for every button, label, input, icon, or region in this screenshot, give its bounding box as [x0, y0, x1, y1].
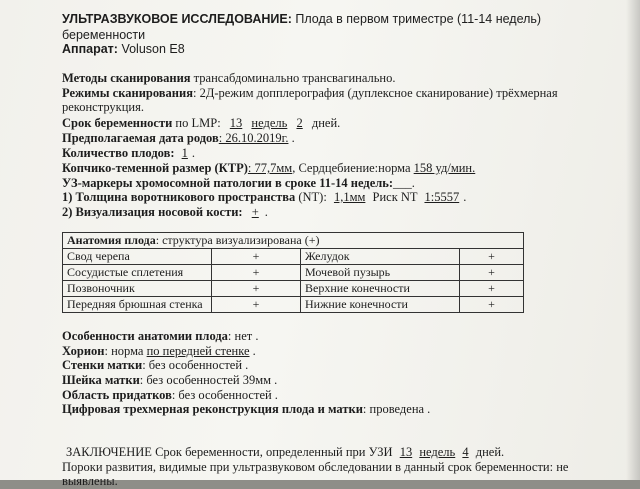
term-weeks: 13	[229, 116, 243, 130]
methods-line	[62, 71, 395, 86]
organ-cell: Позвоночник	[63, 281, 212, 297]
cervix-value: : без особенностей 39мм .	[139, 373, 278, 387]
nasal-label: 2) Визуализация носовой кости:	[62, 205, 243, 219]
anatomy-table	[62, 232, 524, 313]
term-line	[62, 116, 340, 131]
anatomy-title-row	[63, 233, 524, 249]
count-line	[62, 146, 195, 161]
features-value: : нет .	[227, 329, 259, 343]
report-title-line2: беременности	[62, 28, 146, 42]
ktr-heart-value: 158 уд/мин.	[413, 161, 476, 175]
conclusion-weeks: 13	[399, 445, 413, 459]
organ-status-cell: +	[212, 249, 301, 265]
organ-cell: Мочевой пузырь	[301, 265, 460, 281]
organ-status-cell: +	[460, 297, 524, 313]
chorion-pre: : норма	[104, 344, 144, 358]
nt-line: 1) Толщина воротникового пространства (NT): 1,1мм Риск NT 1:5557 .	[62, 190, 467, 204]
count-value: 1	[181, 146, 188, 160]
conclusion-weeks-unit: недель	[419, 445, 456, 459]
organ-status-cell: +	[460, 249, 524, 265]
ktr-label: Копчико-теменной размер (КТР)	[62, 161, 248, 175]
organ-cell: Верхние конечности	[301, 281, 460, 297]
nasal-value: +	[251, 205, 259, 219]
recon-value: : проведена .	[362, 402, 431, 416]
modes-line2: реконструкция.	[62, 100, 145, 114]
ktr-line	[62, 161, 475, 176]
page-edge-shadow	[626, 0, 640, 480]
nt-value: 1,1мм	[333, 190, 366, 204]
cervix-label: Шейка матки	[62, 373, 140, 387]
modes-value: : 2Д-режим допплерография (дуплексное сканирование) трёхмерная	[192, 86, 558, 100]
nt-mid: (NT):	[298, 190, 327, 204]
adnexa-line	[62, 388, 278, 403]
term-weeks-unit: недель	[251, 116, 288, 130]
chorion-line	[62, 344, 256, 359]
ktr-value: : 77,7мм	[247, 161, 293, 175]
markers-label: УЗ-маркеры хромосомной патологии в сроке 11-14 недель:	[62, 176, 394, 190]
device-label: Аппарат:	[62, 42, 118, 56]
term-label: Срок беременности	[62, 116, 173, 130]
uterus-walls-label: Стенки матки	[62, 358, 143, 372]
methods-label: Методы сканирования	[62, 71, 191, 85]
uterus-walls-line	[62, 358, 248, 373]
adnexa-label: Область придатков	[62, 388, 172, 402]
nt-risk-value: 1:5557	[424, 190, 460, 204]
organ-cell: Нижние конечности	[301, 297, 460, 313]
conclusion-text: Срок беременности, определенный при УЗИ	[155, 445, 393, 459]
device-line	[62, 42, 185, 56]
organ-status-cell: +	[460, 265, 524, 281]
device-value: Voluson E8	[121, 42, 185, 56]
count-tail: .	[191, 146, 195, 160]
features-line	[62, 329, 258, 344]
organ-cell: Желудок	[301, 249, 460, 265]
anatomy-title-cell	[63, 233, 524, 249]
recon-line	[62, 402, 430, 417]
adnexa-value: : без особенностей .	[171, 388, 278, 402]
nt-risk-label: Риск NT	[372, 190, 418, 204]
chorion-label: Хорион	[62, 344, 105, 358]
organ-cell: Сосудистые сплетения	[63, 265, 212, 281]
count-label: Количество плодов:	[62, 146, 175, 160]
term-days-unit: дней.	[311, 116, 341, 130]
organ-status-cell: +	[212, 265, 301, 281]
organ-status-cell: +	[212, 297, 301, 313]
report-title-bold: УЛЬТРАЗВУКОВОЕ ИССЛЕДОВАНИЕ:	[62, 12, 292, 26]
conclusion-days: 4	[462, 445, 469, 459]
defects-line2: выявлены.	[62, 474, 118, 488]
modes-line	[62, 86, 558, 101]
nasal-line: 2) Визуализация носовой кости: + .	[62, 205, 268, 219]
conclusion-label: ЗАКЛЮЧЕНИЕ	[66, 445, 152, 459]
cervix-line	[62, 373, 277, 388]
term-days: 2	[296, 116, 303, 130]
table-row	[63, 249, 524, 265]
anatomy-title-bold: Анатомия плода	[67, 233, 156, 247]
table-row	[63, 297, 524, 313]
table-row	[63, 265, 524, 281]
markers-blank: ___.	[393, 176, 415, 190]
report-title	[62, 12, 541, 26]
due-label: Предполагаемая дата родов	[62, 131, 219, 145]
conclusion-days-unit: дней.	[475, 445, 505, 459]
organ-status-cell: +	[460, 281, 524, 297]
chorion-tail: .	[252, 344, 256, 358]
ktr-heart-label: , Сердцебиение:норма	[292, 161, 411, 175]
due-line: Предполагаемая дата родов: 26.10.2019г. .	[62, 131, 295, 145]
table-row	[63, 281, 524, 297]
anatomy-title-rest: : структура визуализирована (+)	[155, 233, 320, 247]
methods-value: трансабдоминально трансвагинально.	[193, 71, 396, 85]
nt-label: 1) Толщина воротникового пространства	[62, 190, 296, 204]
chorion-value: по передней стенке	[146, 344, 250, 358]
markers-line	[62, 176, 415, 191]
defects-line: Пороки развития, видимые при ультразвуковом обследовании в данный срок беременности: не	[62, 460, 569, 474]
organ-cell: Передняя брюшная стенка	[63, 297, 212, 313]
features-label: Особенности анатомии плода	[62, 329, 228, 343]
organ-status-cell: +	[212, 281, 301, 297]
recon-label: Цифровая трехмерная реконструкция плода и матки	[62, 402, 363, 416]
uterus-walls-value: : без особенностей .	[142, 358, 249, 372]
modes-label: Режимы сканирования	[62, 86, 193, 100]
report-title-rest: Плода в первом триместре (11-14 недель)	[295, 12, 542, 26]
organ-cell: Свод черепа	[63, 249, 212, 265]
due-value: : 26.10.2019г.	[218, 131, 289, 145]
conclusion-line	[66, 445, 504, 460]
term-mid: по LMP:	[175, 116, 221, 130]
